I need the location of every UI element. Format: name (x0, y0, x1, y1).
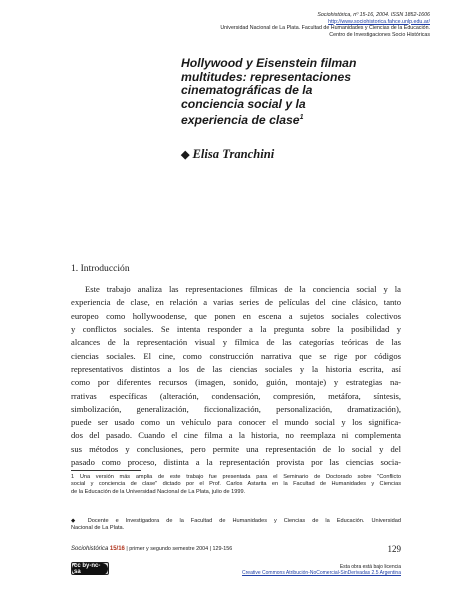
body-line: europeo como hollywoodense, que ponen en escena a sujetos sociales colectivos (71, 310, 401, 321)
body-line: pasado como proceso, distinta a la representación provista por las ciencias socia- (71, 457, 401, 468)
body-line: Este trabajo analiza las representaciones fílmicas de la conciencia social y la (85, 284, 401, 294)
page-number: 129 (387, 544, 401, 554)
author-line (181, 147, 274, 162)
body-line: puede ser usado como un vehículo para conocer el mundo social y los significa- (71, 417, 401, 428)
title-line (181, 111, 411, 128)
body-line: representativos distintos a los de las ciencias sociales y la historia escrita, así (71, 363, 401, 374)
title-footnote-mark: 1 (299, 114, 304, 122)
footnote-author (71, 518, 401, 533)
center-line: Centro de Investigaciones Socio Históricas (329, 31, 430, 38)
body-line: ciencias sociales. El cine, como construcción narrativa que se rige por códigos (71, 350, 401, 361)
body-line: experiencia de clase, en relación a varias series de películas del cine clásico, tanto (71, 297, 401, 308)
license-link[interactable]: Creative Commons Atribución-NoComercial-SinDerivadas 2.5 Argentina (242, 570, 401, 577)
license-text (242, 564, 401, 577)
footnote-line: de la Educación de la Universidad Nacional de La Plata, julio de 1999. (71, 488, 246, 495)
author-name: Elisa Tranchini (192, 147, 275, 161)
footer-details: | primer y segundo semestre 2004 | 129-156 (126, 546, 233, 552)
section-heading: 1. Introducción (71, 263, 130, 274)
body-line: como por diferentes recursos (imagen, sonido, guión, montaje) y estrategias na- (71, 377, 401, 388)
body-line: alcances de la representación visual y fílmica de las categorías teóricas de las (71, 337, 401, 348)
diamond-icon: ◆ (181, 149, 190, 161)
title-line: cinematográficas de la (181, 83, 313, 98)
body-line: simbolización, generalización, ficcionalización, personalización, dramatización), (71, 403, 401, 414)
footnote-line: social y conciencia de clase" dictado por el Prof. Carlos Astarita en la Facultad de Humanidades y Ciencias (71, 481, 401, 488)
body-line: y conflictos sociales. Se intenta responder a la pregunta sobre la posibilidad y (71, 323, 401, 334)
footnote-line: 1 Una versión más amplia de este trabajo fue presentada para el Seminario de Doctorado sobre "Conflicto (71, 474, 401, 480)
journal-url-link[interactable]: http://www.sociohistorica.fahce.unlp.edu.ar/ (328, 18, 430, 25)
institution-line: Universidad Nacional de La Plata. Facultad de Humanidades y Ciencias de la Educación. (220, 25, 430, 32)
body-line: rrativas específicas (alteración, condensación, compresión, metáfora, síntesis, (71, 390, 401, 401)
title-line: conciencia social y la (181, 96, 306, 111)
cc-badge-text: cc by-nc-sa (72, 563, 108, 575)
footnote-line: ◆ Docente e Investigadora de la Facultad de Humanidades y Ciencias de la Educación. Universidad (71, 518, 401, 524)
journal-line: Sociohistórica, nº 15-16, 2004. ISSN 1852-1606 (317, 12, 430, 18)
footer-journal: Sociohistórica (71, 546, 109, 552)
body-line: sus métodos y conclusiones, pero permite una representación de lo social y del (71, 443, 401, 454)
license-line: Esta obra está bajo licencia (339, 564, 401, 570)
footnote-divider (71, 470, 141, 471)
article-title (181, 57, 411, 128)
footnote-1 (71, 474, 401, 496)
footnote-line: Nacional de La Plata. (71, 525, 125, 532)
title-line: multitudes: representaciones (181, 69, 351, 84)
title-line: Hollywood y Eisenstein filman (181, 56, 357, 70)
title-line-text: experiencia de clase (181, 113, 300, 128)
body-line: dos del pasado. Cuando el cine filma a la historia, no reemplaza ni complementa (71, 430, 401, 441)
footer-issue: 15/16 (109, 546, 125, 552)
creative-commons-icon[interactable] (71, 562, 109, 575)
body-text (71, 283, 401, 469)
journal-header (70, 12, 430, 38)
page-footer (71, 544, 401, 577)
footer-citation (71, 546, 232, 552)
